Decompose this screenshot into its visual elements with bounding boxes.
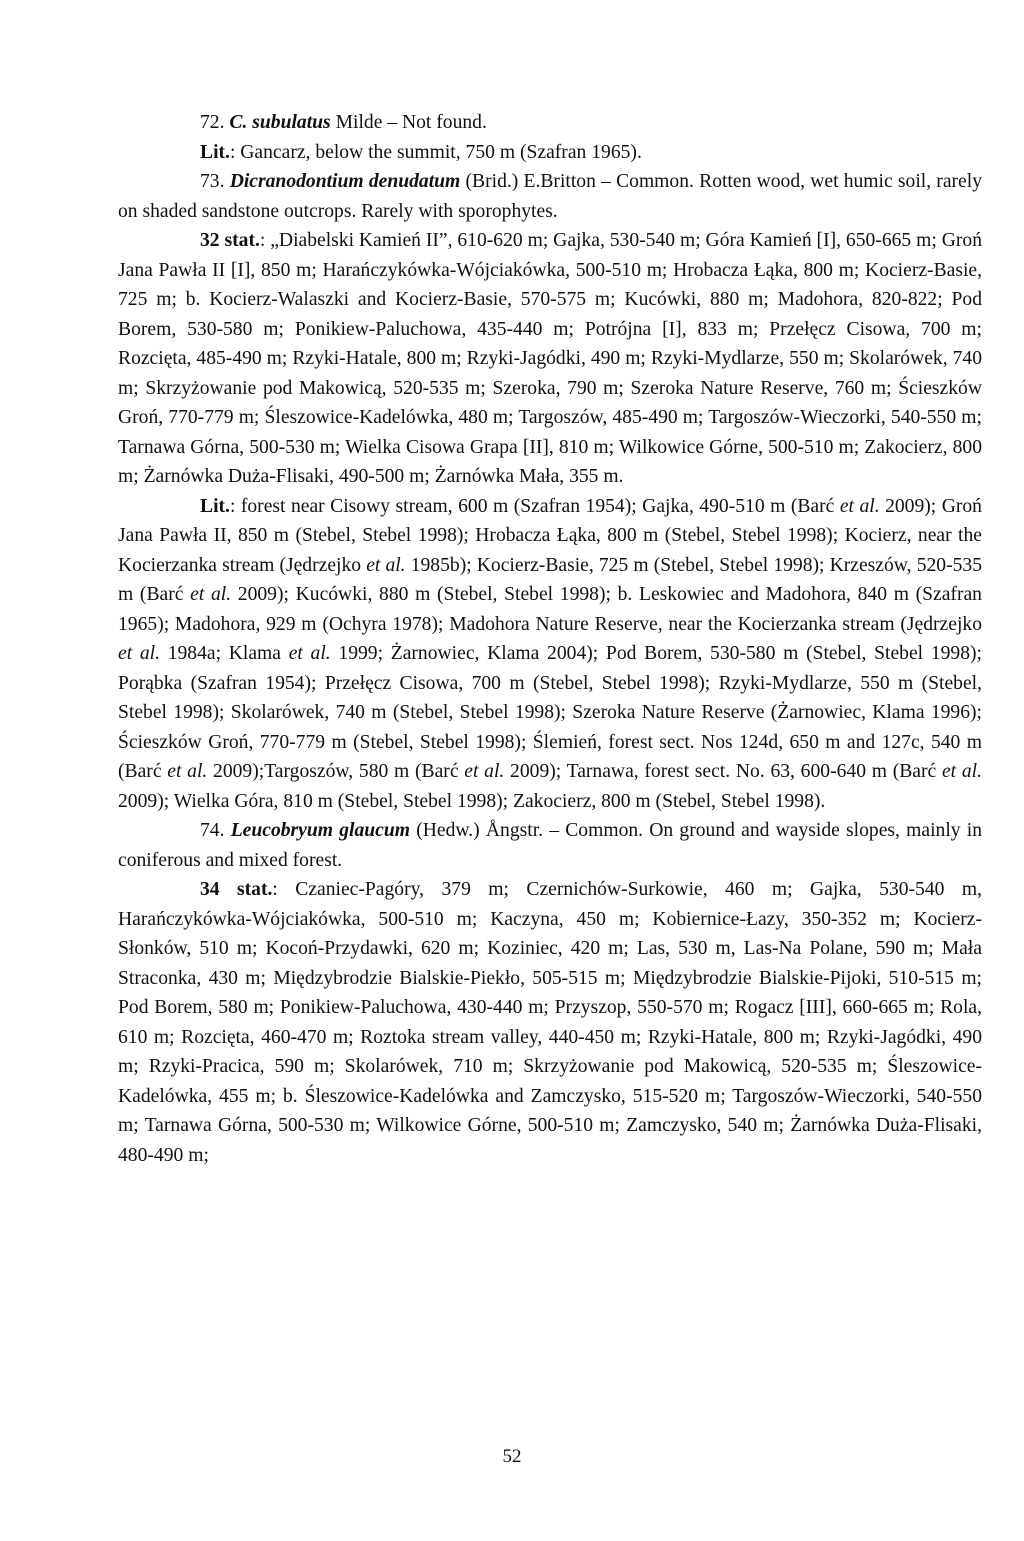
text-run: 2009);Targoszów, 580 m (Barć xyxy=(207,761,465,782)
text-run: 1985b); Kocierz-Basie, 725 m (Stebel, Stebel 1998); Krzeszów, 520-535 m (Barć xyxy=(118,554,983,605)
text-run: : forest near Cisowy stream, 600 m (Szafran 1954); Gajka, 490-510 m (Barć xyxy=(229,495,840,517)
text-run: 1999; Żarnowiec, Klama 2004); Pod Borem, 530-580 m (Stebel, Stebel 1998); Porąbka (Szafran 1954); Przełęcz Cisowa, 700 m (Stebel, Stebel 1998); Rzyki-Mydlarze, 550 m (Stebel, Stebel 1998); Skolarówek, 740 m (Stebel, Stebel 1998); Szeroka Nature Reserve (Żarnowiec, Klama 1996); Ścieszków Groń, 770-779 m (Stebel, Stebel 1998); Ślemień, forest sect. Nos 124d, 650 m and 127c, 540 m (Barć xyxy=(118,643,982,782)
section-label: 32 stat. xyxy=(200,230,260,251)
paragraph-species xyxy=(118,108,982,138)
text-run: 2009); Tarnawa, forest sect. No. 63, 600-640 m (Barć xyxy=(504,761,942,782)
paragraph-stat xyxy=(118,875,982,1170)
species-name: Dicranodontium denudatum xyxy=(229,171,461,192)
section-label: 34 stat. xyxy=(200,879,273,900)
section-label: Lit. xyxy=(200,495,230,517)
text-run: 2009); Groń Jana Pawła II, 850 m (Stebel, Stebel 1998); Hrobacza Łąka, 800 m (Stebel, Stebel 1998); Kocierz, near the Kocierzanka stream (Jędrzejko xyxy=(118,495,982,576)
page-number: 52 xyxy=(502,1446,522,1467)
text-run: 74. xyxy=(200,820,231,841)
paragraph-lit xyxy=(118,492,982,817)
et-al: et al. xyxy=(941,761,983,782)
species-name: C. subulatus xyxy=(229,112,331,133)
text-run: : Gancarz, below the summit, 750 m (Szafran 1965). xyxy=(229,141,642,163)
et-al: et al. xyxy=(190,584,232,605)
text-run: (Hedw.) Ångstr. – Common. On ground and wayside slopes, mainly in coniferous and mixed forest. xyxy=(118,820,983,871)
et-al: et al. xyxy=(464,761,505,782)
text-run: Milde – Not found. xyxy=(330,112,487,133)
paragraph-species xyxy=(118,816,982,875)
text-run: (Brid.) E.Britton – Common. Rotten wood, wet humic soil, rarely on shaded sandstone outcrops. Rarely with sporophytes. xyxy=(118,171,982,222)
text-run: 73. xyxy=(200,171,230,192)
text-run: : „Diabelski Kamień II”, 610-620 m; Gajka, 530-540 m; Góra Kamień [I], 650-665 m; Groń Jana Pawła II [I], 850 m; Harańczykówka-Wójciakówka, 500-510 m; Hrobacza Łąka, 800 m; Kocierz-Basie, 725 m; b. Kocierz-Walaszki and Kocierz-Basie, 570-575 m; Kucówki, 880 m; Madohora, 820-822; Pod Borem, 530-580 m; Ponikiew-Paluchowa, 435-440 m; Potrójna [I], 833 m; Przełęcz Cisowa, 700 m; Rozcięta, 485-490 m; Rzyki-Hatale, 800 m; Rzyki-Jagódki, 490 m; Rzyki-Mydlarze, 550 m; Skolarówek, 740 m; Skrzyżowanie pod Makowicą, 520-535 m; Szeroka, 790 m; Szeroka Nature Reserve, 760 m; Ścieszków Groń, 770-779 m; Śleszowice-Kadelówka, 480 m; Targoszów, 485-490 m; Targoszów-Wieczorki, 540-550 m; Tarnawa Górna, 500-530 m; Wielka Cisowa Grapa [II], 810 m; Wilkowice Górne, 500-510 m; Zakocierz, 800 m; Żarnówka Duża-Flisaki, 490-500 m; Żarnówka Mała, 355 m. xyxy=(118,230,982,487)
species-name: Leucobryum glaucum xyxy=(230,820,410,841)
et-al: et al. xyxy=(288,643,331,664)
et-al: et al. xyxy=(839,495,880,517)
text-run: 1984a; Klama xyxy=(160,643,289,664)
text-run: : Czaniec-Pagóry, 379 m; Czernichów-Surkowie, 460 m; Gajka, 530-540 m, Harańczykówka-Wójciakówka, 500-510 m; Kaczyna, 450 m; Kobiernice-Łazy, 350-352 m; Kocierz-Słonków, 510 m; Kocoń-Przydawki, 620 m; Koziniec, 420 m; Las, 530 m, Las-Na Polane, 590 m; Mała Straconka, 430 m; Międzybrodzie Bialskie-Piekło, 505-515 m; Międzybrodzie Bialskie-Pijoki, 510-515 m; Pod Borem, 580 m; Ponikiew-Paluchowa, 430-440 m; Przyszop, 550-570 m; Rogacz [III], 660-665 m; Rola, 610 m; Rozcięta, 460-470 m; Roztoka stream valley, 440-450 m; Rzyki-Hatale, 800 m; Rzyki-Jagódki, 490 m; Rzyki-Pracica, 590 m; Skolarówek, 710 m; Skrzyżowanie pod Makowicą, 520-535 m; Śleszowice-Kadelówka, 455 m; b. Śleszowice-Kadelówka and Zamczysko, 515-520 m; Targoszów-Wieczorki, 540-550 m; Tarnawa Górna, 500-530 m; Wilkowice Górne, 500-510 m; Zamczysko, 540 m; Żarnówka Duża-Flisaki, 480-490 m; xyxy=(118,879,982,1166)
paragraph-species xyxy=(118,167,982,226)
paragraph-stat xyxy=(118,226,982,492)
text-run: 2009); Wielka Góra, 810 m (Stebel, Stebel 1998); Zakocierz, 800 m (Stebel, Stebel 1998). xyxy=(118,790,826,812)
paragraph-lit xyxy=(118,138,982,168)
text-run: 72. xyxy=(200,112,230,133)
et-al: et al. xyxy=(118,643,160,664)
section-label: Lit. xyxy=(200,141,230,163)
text-body xyxy=(118,108,982,1170)
text-run: 2009); Kucówki, 880 m (Stebel, Stebel 1998); b. Leskowiec and Madohora, 840 m (Szafran 1965); Madohora, 929 m (Ochyra 1978); Madohora Nature Reserve, near the Kocierzanka stream (Jędrzejko xyxy=(118,584,982,635)
et-al: et al. xyxy=(167,761,208,782)
et-al: et al. xyxy=(366,554,406,576)
